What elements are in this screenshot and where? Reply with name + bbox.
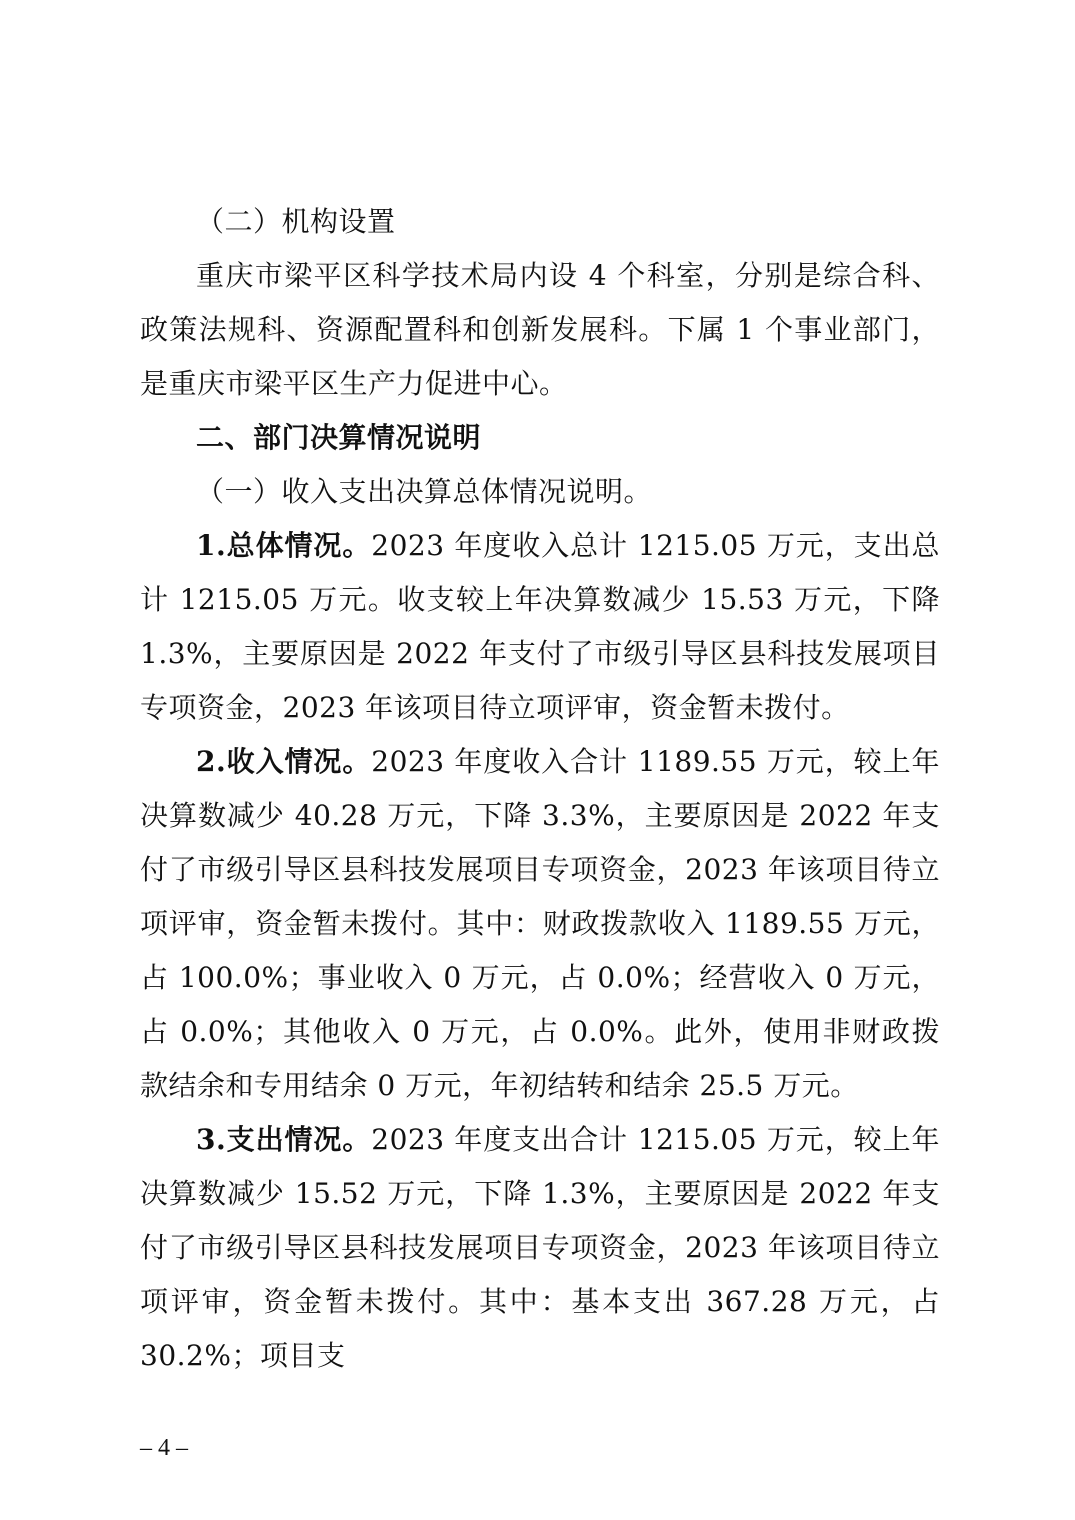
income-text: 2023 年度收入合计 1189.55 万元，较上年决算数减少 40.28 万元，下降 3.3%，主要原因是 2022 年支付了市级引导区县科技发展项目专项资金，2023 年该项目待立项评审，资金暂未拨付。其中：财政拨款收入 1189.55 万元，占 100.0%；事业收入 0 万元，占 0.0%；经营收入 0 万元，占 0.0%；其他收入 0 万元，占 0.0%。此外，使用非财政拨款结余和专用结余 0 万元，年初结转和结余 25.5 万元。	[140, 745, 941, 1102]
document-body	[140, 195, 940, 1383]
expenditure-text: 2023 年度支出合计 1215.05 万元，较上年决算数减少 15.52 万元，下降 1.3%，主要原因是 2022 年支付了市级引导区县科技发展项目专项资金，2023 年该项目待立项评审，资金暂未拨付。其中：基本支出 367.28 万元，占 30.2%；项目支	[140, 1123, 941, 1372]
overall-text: 2023 年度收入总计 1215.05 万元，支出总计 1215.05 万元。收支较上年决算数减少 15.53 万元，下降 1.3%，主要原因是 2022 年支付了市级引导区县科技发展项目专项资金，2023 年该项目待立项评审，资金暂未拨付。	[140, 529, 941, 724]
overall-lead: 1.总体情况。	[196, 529, 372, 562]
subsection-one-heading: （一）收入支出决算总体情况说明。	[196, 475, 653, 508]
org-paragraph: 重庆市梁平区科学技术局内设 4 个科室，分别是综合科、政策法规科、资源配置科和创新发展科。下属 1 个事业部门，是重庆市梁平区生产力促进中心。	[140, 259, 940, 400]
income-paragraph	[140, 735, 940, 1113]
section-org-heading: （二）机构设置	[196, 205, 396, 238]
page-number: – 4 –	[140, 1435, 188, 1461]
section-two-heading: 二、部门决算情况说明	[196, 421, 482, 454]
overall-paragraph	[140, 519, 940, 735]
income-lead: 2.收入情况。	[196, 745, 372, 778]
expenditure-lead: 3.支出情况。	[196, 1123, 372, 1156]
expenditure-paragraph	[140, 1113, 940, 1383]
